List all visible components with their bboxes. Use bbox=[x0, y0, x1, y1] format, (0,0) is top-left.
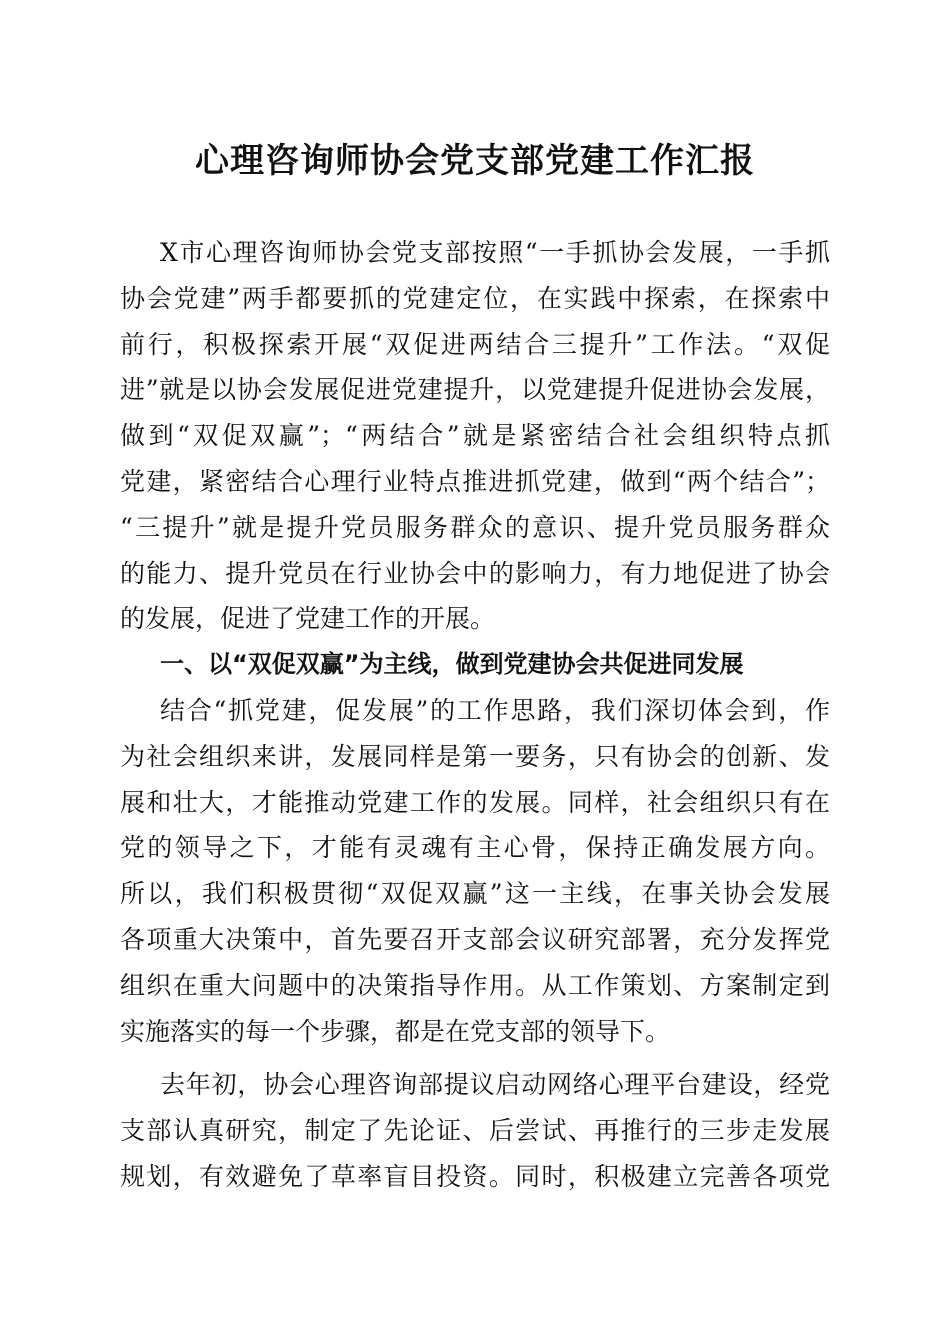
paragraph-line: 各项重大决策中，首先要召开支部会议研究部署，充分发挥党 bbox=[120, 924, 830, 954]
paragraph-line: 去年初，协会心理咨询部提议启动网络心理平台建设，经党 bbox=[160, 1070, 830, 1100]
document-title: 心理咨询师协会党支部党建工作汇报 bbox=[195, 141, 755, 181]
paragraph-line: 所以，我们积极贯彻“双促双赢”这一主线，在事关协会发展 bbox=[120, 879, 830, 909]
paragraph-line: 结合“抓党建，促发展”的工作思路，我们深切体会到，作 bbox=[160, 695, 830, 725]
paragraph-line: “三提升”就是提升党员服务群众的意识、提升党员服务群众 bbox=[120, 512, 830, 542]
paragraph-line: 为社会组织来讲，发展同样是第一要务，只有协会的创新、发 bbox=[120, 741, 830, 771]
paragraph-line: 实施落实的每一个步骤，都是在党支部的领导下。 bbox=[120, 1016, 671, 1046]
paragraph-line: 党建，紧密结合心理行业特点推进抓党建，做到“两个结合”； bbox=[120, 466, 830, 496]
paragraph-line: 规划，有效避免了草率盲目投资。同时，积极建立完善各项党 bbox=[120, 1161, 830, 1191]
paragraph-line: 的发展，促进了党建工作的开展。 bbox=[120, 604, 496, 634]
paragraph-line: 协会党建”两手都要抓的党建定位，在实践中探索，在探索中 bbox=[120, 283, 830, 313]
paragraph-line: 展和壮大，才能推动党建工作的发展。同样，社会组织只有在 bbox=[120, 787, 830, 817]
paragraph-line: 组织在重大问题中的决策指导作用。从工作策划、方案制定到 bbox=[120, 970, 830, 1000]
paragraph-line: 支部认真研究，制定了先论证、后尝试、再推行的三步走发展 bbox=[120, 1116, 830, 1146]
paragraph-line: 进”就是以协会发展促进党建提升，以党建提升促进协会发展， bbox=[120, 375, 830, 405]
document-body bbox=[120, 230, 830, 1200]
section-heading: 一、以“双促双赢”为主线，做到党建协会共促进同发展 bbox=[160, 650, 744, 679]
paragraph-line: 前行，积极探索开展“双促进两结合三提升”工作法。“双促 bbox=[120, 329, 830, 359]
paragraph-line: 党的领导之下，才能有灵魂有主心骨，保持正确发展方向。 bbox=[120, 833, 830, 863]
paragraph-line: 的能力、提升党员在行业协会中的影响力，有力地促进了协会 bbox=[120, 558, 830, 588]
paragraph-line: X市心理咨询师协会党支部按照“一手抓协会发展，一手抓 bbox=[160, 238, 830, 267]
paragraph-line: 做到“双促双赢”；“两结合”就是紧密结合社会组织特点抓 bbox=[120, 421, 830, 451]
